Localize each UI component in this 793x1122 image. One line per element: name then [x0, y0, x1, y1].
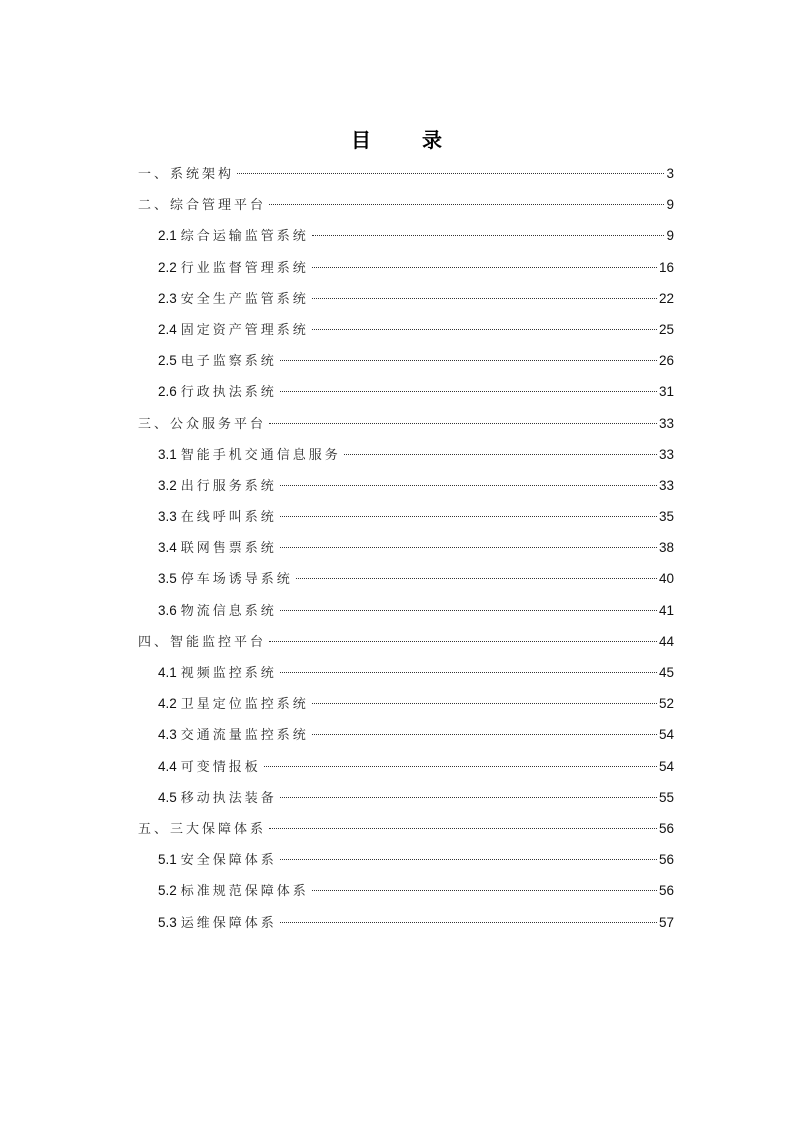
- dot-leader: [269, 423, 657, 424]
- toc-entry-label: 交通流量监控系统: [180, 728, 309, 744]
- dot-leader: [269, 641, 657, 642]
- toc-entry-page: 26: [658, 353, 674, 369]
- toc-entry[interactable]: [138, 474, 674, 505]
- toc-entry-number: 5.3: [158, 914, 177, 930]
- dot-leader: [312, 890, 657, 891]
- toc-entry[interactable]: [138, 536, 674, 567]
- toc-entry[interactable]: [138, 162, 674, 193]
- dot-leader: [312, 329, 657, 330]
- toc-entry-number: 3.1: [158, 446, 177, 462]
- toc-entry[interactable]: [138, 443, 674, 474]
- toc-entry-page: 54: [658, 727, 674, 743]
- dot-leader: [264, 766, 657, 767]
- toc-entry-page: 56: [658, 883, 674, 899]
- dot-leader: [312, 703, 657, 704]
- toc-entry[interactable]: [138, 318, 674, 349]
- toc-entry-number: 5.2: [158, 883, 177, 899]
- toc-entry-label: 一、系统架构: [138, 167, 235, 182]
- toc-entry-page: 22: [658, 290, 674, 306]
- toc-entry[interactable]: [138, 786, 674, 817]
- toc-entry-page: 38: [658, 540, 674, 556]
- toc-entry[interactable]: [138, 599, 674, 630]
- toc-entry[interactable]: [138, 224, 674, 255]
- toc-entry-number: 4.2: [158, 696, 177, 712]
- toc-entry-label: 运维保障体系: [180, 915, 277, 931]
- toc-entry-number: 2.6: [158, 384, 177, 400]
- toc-entry-page: 33: [658, 446, 674, 462]
- toc-entry-label: 五、三大保障体系: [138, 821, 267, 837]
- toc-entry-number: 3.5: [158, 571, 177, 587]
- toc-entry-number: 5.1: [158, 852, 177, 868]
- toc-entry-number: 4.4: [158, 758, 177, 774]
- dot-leader: [296, 578, 657, 579]
- dot-leader: [312, 235, 665, 236]
- toc-entry[interactable]: [138, 193, 674, 224]
- toc-entry-label: 可变情报板: [180, 759, 261, 775]
- toc-entry-label: 固定资产管理系统: [180, 322, 309, 338]
- dot-leader: [237, 173, 664, 174]
- toc-entry[interactable]: [138, 692, 674, 723]
- toc-entry-label: 综合运输监管系统: [180, 229, 309, 245]
- toc-entry[interactable]: [138, 380, 674, 411]
- toc-entry-number: 4.5: [158, 789, 177, 805]
- toc-entry-number: 3.4: [158, 540, 177, 556]
- toc-entry-label: 联网售票系统: [180, 541, 277, 557]
- toc-entry-number: 2.4: [158, 321, 177, 337]
- toc-entry-number: 3.2: [158, 477, 177, 493]
- toc-entry-number: 4.1: [158, 665, 177, 680]
- toc-entry-label: 出行服务系统: [180, 478, 277, 494]
- toc-entry-page: 31: [658, 384, 674, 400]
- toc-entry-label: 四、智能监控平台: [138, 634, 267, 650]
- toc-entry-page: 41: [658, 602, 674, 618]
- toc-entry[interactable]: [138, 630, 674, 661]
- toc-entry-number: 3.3: [158, 509, 177, 525]
- toc-entry-page: 25: [658, 321, 674, 337]
- toc-entry-number: 2.2: [158, 259, 177, 275]
- toc-entry-page: 56: [658, 852, 674, 868]
- toc-entry-label: 行业监督管理系统: [180, 260, 309, 276]
- toc-entry[interactable]: [138, 911, 674, 942]
- toc-entry-page: 33: [658, 415, 674, 431]
- toc-entry[interactable]: [138, 505, 674, 536]
- toc-entry-page: 54: [658, 758, 674, 774]
- toc-entry-page: 16: [658, 259, 674, 275]
- toc-entry-label: 停车场诱导系统: [180, 572, 293, 588]
- toc-entry-page: 35: [658, 509, 674, 525]
- toc-entry-label: 卫星定位监控系统: [180, 697, 309, 713]
- toc-entry-label: 视频监控系统: [180, 666, 277, 681]
- toc-entry[interactable]: [138, 661, 674, 692]
- toc-entry-number: 2.5: [158, 353, 177, 369]
- dot-leader: [280, 859, 657, 860]
- dot-leader: [269, 828, 657, 829]
- dot-leader: [280, 485, 657, 486]
- dot-leader: [280, 672, 657, 673]
- toc-title: 目 录: [351, 128, 464, 152]
- toc-entry[interactable]: [138, 287, 674, 318]
- toc-entry[interactable]: [138, 879, 674, 910]
- dot-leader: [280, 797, 657, 798]
- toc-entry[interactable]: [138, 412, 674, 443]
- toc-entry-label: 标准规范保障体系: [180, 884, 309, 900]
- dot-leader: [312, 267, 657, 268]
- toc-entry-number: 4.3: [158, 727, 177, 743]
- toc-entry[interactable]: [138, 256, 674, 287]
- toc-entry-number: 3.6: [158, 602, 177, 618]
- dot-leader: [269, 204, 664, 205]
- table-of-contents: [138, 162, 674, 942]
- dot-leader: [280, 610, 657, 611]
- toc-entry[interactable]: [138, 817, 674, 848]
- toc-entry-number: 2.1: [158, 228, 177, 244]
- toc-entry-label: 移动执法装备: [180, 790, 277, 806]
- dot-leader: [280, 547, 657, 548]
- toc-entry-label: 电子监察系统: [180, 354, 277, 370]
- dot-leader: [280, 516, 657, 517]
- toc-entry-page: 55: [658, 789, 674, 805]
- toc-entry-page: 57: [658, 914, 674, 930]
- toc-entry-page: 56: [658, 820, 674, 836]
- toc-entry-label: 二、综合管理平台: [138, 198, 267, 214]
- dot-leader: [312, 298, 657, 299]
- toc-entry[interactable]: [138, 723, 674, 754]
- toc-entry[interactable]: [138, 755, 674, 786]
- toc-entry-page: 9: [666, 228, 674, 244]
- toc-entry-label: 行政执法系统: [180, 385, 277, 401]
- toc-entry-page: 45: [658, 665, 674, 680]
- dot-leader: [312, 734, 657, 735]
- toc-entry-label: 三、公众服务平台: [138, 416, 267, 432]
- toc-entry-label: 智能手机交通信息服务: [180, 447, 341, 463]
- toc-entry[interactable]: [138, 567, 674, 598]
- dot-leader: [280, 922, 657, 923]
- toc-entry[interactable]: [138, 349, 674, 380]
- toc-entry-number: 2.3: [158, 290, 177, 306]
- toc-entry[interactable]: [138, 848, 674, 879]
- toc-entry-page: 40: [658, 571, 674, 587]
- toc-entry-label: 安全生产监管系统: [180, 291, 309, 307]
- dot-leader: [344, 454, 657, 455]
- dot-leader: [280, 391, 657, 392]
- toc-entry-label: 在线呼叫系统: [180, 510, 277, 526]
- toc-entry-page: 9: [666, 197, 674, 213]
- dot-leader: [280, 360, 657, 361]
- toc-entry-page: 44: [658, 633, 674, 649]
- toc-entry-label: 安全保障体系: [180, 853, 277, 869]
- toc-entry-page: 52: [658, 696, 674, 712]
- toc-entry-page: 33: [658, 477, 674, 493]
- toc-entry-label: 物流信息系统: [180, 603, 277, 619]
- toc-entry-page: 3: [666, 166, 674, 181]
